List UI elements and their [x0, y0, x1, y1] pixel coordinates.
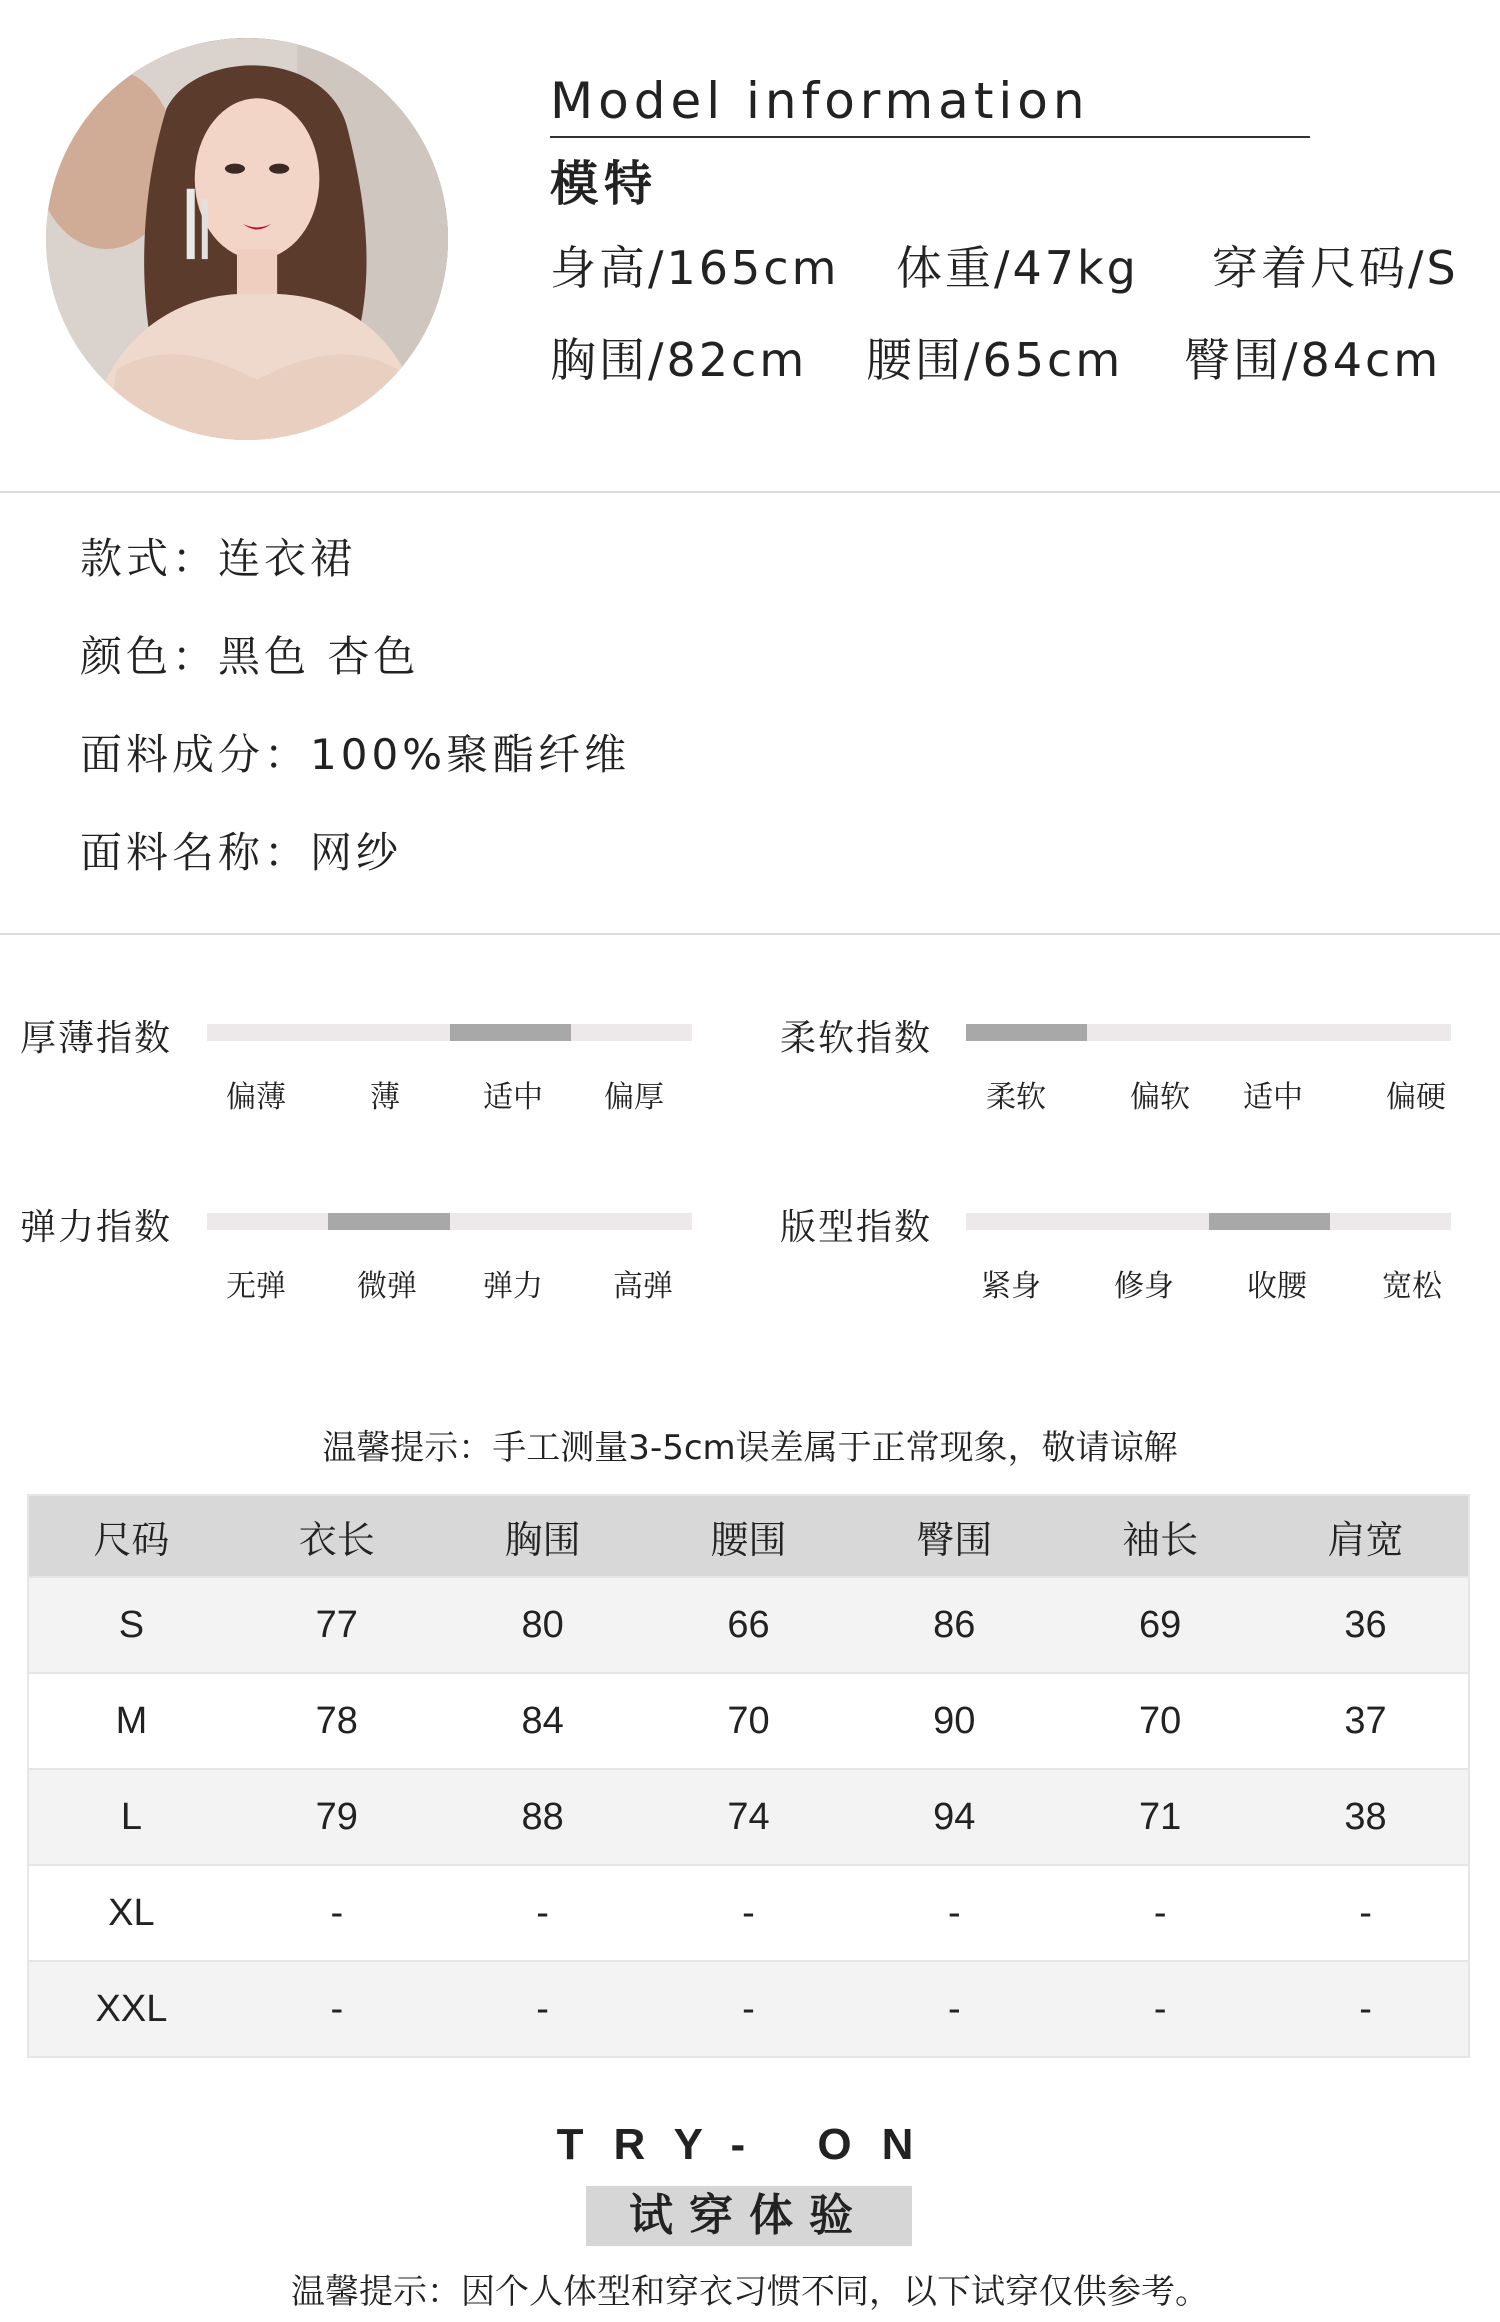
model-bust: 胸围/82cm [550, 333, 808, 387]
index-level-label: 偏软 [1130, 1080, 1190, 1115]
size-table-cell: 84 [440, 1673, 646, 1769]
index-bar-track [966, 1213, 1451, 1230]
index-title: 弹力指数 [20, 1207, 173, 1248]
size-table-cell: 86 [851, 1577, 1057, 1673]
index-bar-track [207, 1024, 692, 1041]
model-hip: 臀围/84cm [1184, 333, 1442, 387]
size-table-cell: 70 [1057, 1673, 1263, 1769]
size-table-cell: 90 [851, 1673, 1057, 1769]
size-table-cell: - [1057, 1865, 1263, 1961]
size-table-cell: - [440, 1865, 646, 1961]
index-bar-track [966, 1024, 1451, 1041]
size-table-cell: XL [28, 1865, 234, 1961]
size-table-cell: - [1057, 1961, 1263, 2057]
size-table-row [28, 1577, 1469, 1673]
model-photo-illustration [46, 38, 448, 440]
product-style: 款式：连衣裙 [80, 534, 357, 583]
size-table-cell: 70 [646, 1673, 852, 1769]
index-level-label: 无弹 [226, 1269, 286, 1304]
index-level-label: 适中 [483, 1080, 543, 1115]
model-info-title: Model information [550, 72, 1090, 130]
size-table-row [28, 1769, 1469, 1865]
section-divider [0, 933, 1500, 935]
size-table-header [28, 1495, 1469, 1577]
size-table-cell: S [28, 1577, 234, 1673]
model-height: 身高/165cm [550, 241, 840, 295]
size-table-row [28, 1961, 1469, 2057]
index-level-label: 弹力 [483, 1269, 543, 1304]
index-bar-selected [966, 1024, 1087, 1041]
size-table-header-cell: 袖长 [1057, 1495, 1263, 1577]
model-title-underline [550, 136, 1310, 138]
size-table-cell: 38 [1263, 1769, 1469, 1865]
index-level-label: 收腰 [1247, 1269, 1307, 1304]
size-table-cell: - [234, 1865, 440, 1961]
index-title: 版型指数 [780, 1207, 933, 1248]
size-table-cell: L [28, 1769, 234, 1865]
index-level-label: 偏薄 [226, 1080, 286, 1115]
size-table-cell: - [646, 1961, 852, 2057]
size-table-cell: 71 [1057, 1769, 1263, 1865]
size-table-cell: 77 [234, 1577, 440, 1673]
index-level-label: 修身 [1114, 1269, 1174, 1304]
size-table-cell: 37 [1263, 1673, 1469, 1769]
section-divider [0, 491, 1500, 493]
model-waist: 腰围/65cm [866, 333, 1124, 387]
size-table-header-cell: 尺码 [28, 1495, 234, 1577]
product-fabric-name: 面料名称：网纱 [80, 828, 403, 877]
size-table-cell: - [234, 1961, 440, 2057]
model-size: 穿着尺码/S [1212, 241, 1459, 295]
size-table [27, 1494, 1470, 2058]
size-table-cell: 88 [440, 1769, 646, 1865]
tryon-subtitle: 试穿体验 [586, 2186, 912, 2246]
size-table-cell: M [28, 1673, 234, 1769]
model-weight: 体重/47kg [896, 241, 1139, 295]
index-level-label: 微弹 [357, 1269, 417, 1304]
size-table-cell: 66 [646, 1577, 852, 1673]
size-table-row [28, 1865, 1469, 1961]
size-table-cell: - [1263, 1865, 1469, 1961]
index-bar-selected [328, 1213, 449, 1230]
size-table-cell: - [646, 1865, 852, 1961]
index-bar-selected [450, 1024, 571, 1041]
size-tip: 温馨提示：手工测量3-5cm误差属于正常现象，敬请谅解 [322, 1428, 1178, 1468]
size-table-cell: - [851, 1865, 1057, 1961]
index-level-label: 适中 [1243, 1080, 1303, 1115]
size-table-cell: - [1263, 1961, 1469, 2057]
index-level-label: 宽松 [1382, 1269, 1442, 1304]
index-level-label: 偏硬 [1386, 1080, 1446, 1115]
index-title: 厚薄指数 [20, 1018, 173, 1059]
model-info-subtitle: 模特 [550, 156, 659, 212]
size-table-header-cell: 肩宽 [1263, 1495, 1469, 1577]
size-table-header-cell: 胸围 [440, 1495, 646, 1577]
index-level-label: 偏厚 [604, 1080, 664, 1115]
size-table-header-cell: 衣长 [234, 1495, 440, 1577]
size-table-header-cell: 腰围 [646, 1495, 852, 1577]
index-level-label: 高弹 [613, 1269, 673, 1304]
size-table-cell: 94 [851, 1769, 1057, 1865]
product-color: 颜色：黑色 杏色 [80, 632, 420, 681]
tryon-title: TRY- ON [556, 2120, 944, 2169]
index-level-label: 紧身 [981, 1269, 1041, 1304]
size-table-row [28, 1673, 1469, 1769]
size-table-cell: 78 [234, 1673, 440, 1769]
model-photo [46, 38, 448, 440]
size-table-cell: - [851, 1961, 1057, 2057]
size-table-header-cell: 臀围 [851, 1495, 1057, 1577]
index-title: 柔软指数 [780, 1018, 933, 1059]
size-table-cell: - [440, 1961, 646, 2057]
size-table-cell: XXL [28, 1961, 234, 2057]
size-table-cell: 69 [1057, 1577, 1263, 1673]
product-fabric: 面料成分：100%聚酯纤维 [80, 730, 631, 779]
index-bar-selected [1209, 1213, 1330, 1230]
size-table-cell: 79 [234, 1769, 440, 1865]
index-level-label: 柔软 [986, 1080, 1046, 1115]
size-table-cell: 74 [646, 1769, 852, 1865]
index-level-label: 薄 [370, 1080, 400, 1115]
tryon-note: 温馨提示：因个人体型和穿衣习惯不同，以下试穿仅供参考。 [291, 2272, 1209, 2312]
size-table-cell: 36 [1263, 1577, 1469, 1673]
index-bar-track [207, 1213, 692, 1230]
size-table-cell: 80 [440, 1577, 646, 1673]
